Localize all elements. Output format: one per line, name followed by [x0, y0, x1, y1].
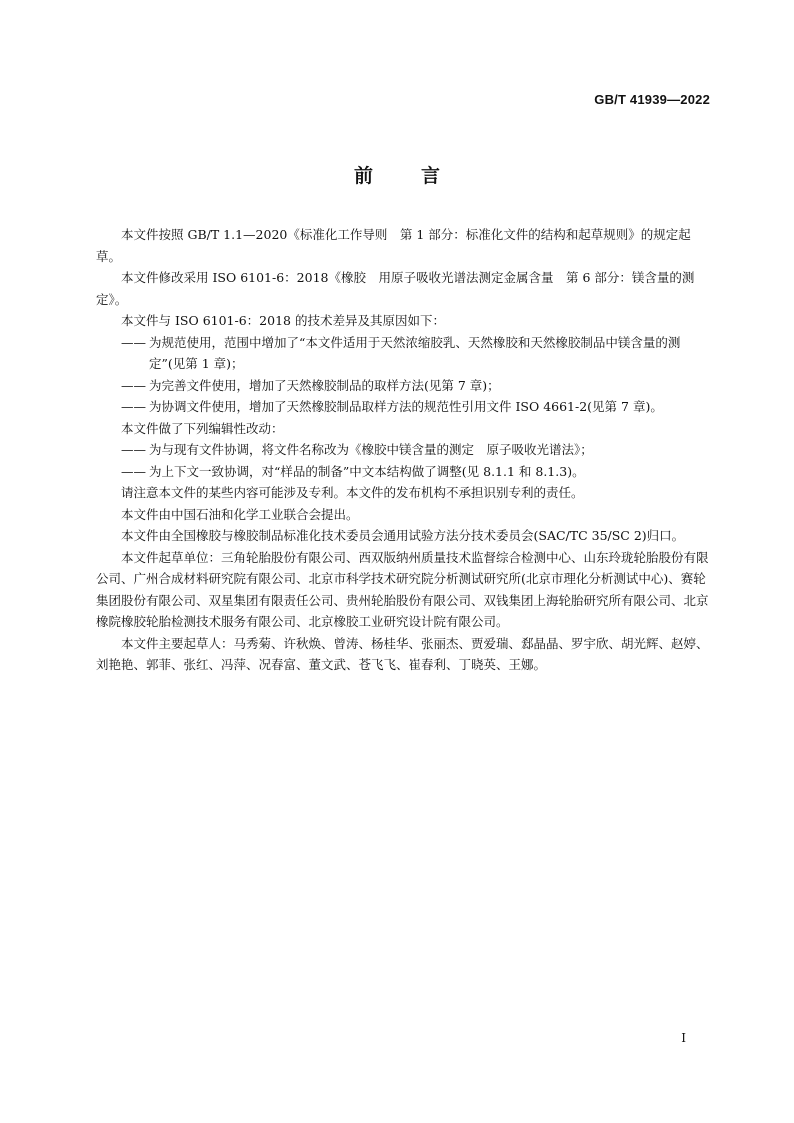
list-item — [96, 461, 712, 483]
dash-marker: —— — [121, 377, 146, 393]
list-item-text: 为规范使用，范围中增加了“本文件适用于天然浓缩胶乳、天然橡胶和天然橡胶制品中镁含量的测定”(见第 1 章)； — [149, 334, 681, 371]
list-item — [96, 439, 712, 461]
dash-marker: —— — [121, 399, 146, 414]
list-item — [96, 396, 712, 418]
list-item-text: 为上下文一致协调，对“样品的制备”中文本结构做了调整(见 8.1.1 和 8.1.3)。 — [149, 463, 585, 479]
paragraph-editorial-intro: 本文件做了下列编辑性改动： — [121, 420, 284, 436]
list-item-text: 为与现有文件协调，将文件名称改为《橡胶中镁含量的测定 原子吸收光谱法》； — [149, 442, 593, 457]
dash-marker: —— — [121, 442, 146, 457]
foreword-body — [96, 224, 712, 676]
paragraph-responsible-committee: 本文件由全国橡胶与橡胶制品标准化技术委员会通用试验方法分技术委员会(SAC/TC 35/SC 2)归口。 — [121, 528, 685, 543]
list-item — [96, 375, 712, 397]
paragraph-drafting-organizations: 本文件起草单位：三角轮胎股份有限公司、西双版纳州质量技术监督综合检测中心、山东玲珑轮胎股份有限公司、广州合成材料研究院有限公司、北京市科学技术研究院分析测试研究所(北京市理化分析测试中心)、赛轮集团股份有限公司、双星集团有限责任公司、贵州轮胎股份有限公司、双钱集团上海轮胎研究所有限公司、北京橡院橡胶轮胎检测技术服务有限公司、北京橡胶工业研究设计院有限公司。 — [96, 549, 709, 629]
standard-number: GB/T 41939—2022 — [594, 92, 710, 107]
paragraph-technical-differences-intro: 本文件与 ISO 6101-6：2018 的技术差异及其原因如下： — [121, 313, 445, 328]
paragraph-drafting-rules: 本文件按照 GB/T 1.1—2020《标准化工作导则 第 1 部分：标准化文件的结构和起草规则》的规定起草。 — [96, 227, 691, 264]
dash-marker: —— — [121, 334, 146, 350]
paragraph-proposed-by: 本文件由中国石油和化学工业联合会提出。 — [121, 506, 359, 522]
paragraph-patent-notice: 请注意本文件的某些内容可能涉及专利。本文件的发布机构不承担识别专利的责任。 — [121, 485, 584, 500]
page-number: I — [681, 1031, 686, 1045]
list-item-text: 为完善文件使用，增加了天然橡胶制品的取样方法(见第 7 章)； — [149, 377, 500, 393]
dash-marker: —— — [121, 463, 146, 479]
list-item-text: 为协调文件使用，增加了天然橡胶制品取样方法的规范性引用文件 ISO 4661-2(见第 7 章)。 — [149, 399, 663, 414]
paragraph-adoption: 本文件修改采用 ISO 6101-6：2018《橡胶 用原子吸收光谱法测定金属含量 第 6 部分：镁含量的测定》。 — [96, 270, 695, 307]
paragraph-drafters: 本文件主要起草人：马秀菊、许秋焕、曾涛、杨桂华、张丽杰、贾爱瑞、郄晶晶、罗宇欣、胡光辉、赵婷、刘艳艳、郭菲、张红、冯萍、况春富、董文武、苍飞飞、崔春利、丁晓英、王娜。 — [96, 635, 709, 672]
list-item — [96, 332, 712, 375]
page-title: 前言 — [353, 165, 488, 187]
